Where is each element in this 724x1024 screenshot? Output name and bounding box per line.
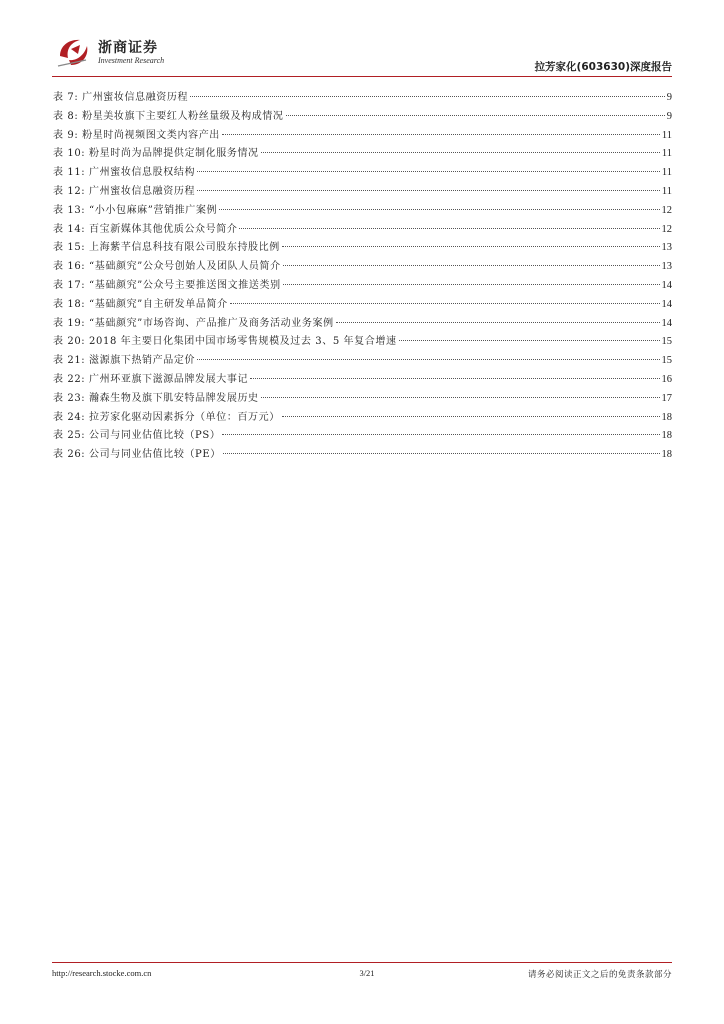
toc-entry-page[interactable]: 15 [661,336,672,348]
table-of-tables [53,89,672,465]
toc-entry-page[interactable]: 12 [661,223,672,235]
header-divider [52,76,672,77]
toc-entry-page[interactable]: 16 [661,373,672,385]
toc-entry-page[interactable]: 11 [661,129,672,141]
toc-entry-title[interactable]: 表 10: 粉星时尚为品牌提供定制化服务情况 [53,148,259,160]
toc-dot-leader [223,453,660,454]
toc-entry-page[interactable]: 15 [661,355,672,367]
toc-dot-leader [283,265,660,266]
toc-entry-title[interactable]: 表 13: “小小包麻麻”营销推广案例 [53,204,218,216]
toc-entry-title[interactable]: 表 7: 广州蜜妆信息融资历程 [53,92,189,103]
toc-dot-leader [261,397,660,398]
logo-chinese-name: 浙商证券 [98,40,158,56]
toc-entry-title[interactable]: 表 18: “基础颜究”自主研发单品简介 [53,298,228,310]
toc-dot-leader [222,134,660,135]
toc-entry-page[interactable]: 11 [661,148,672,160]
toc-entry-title[interactable]: 表 9: 粉星时尚视频图文类内容产出 [53,129,220,141]
toc-dot-leader [222,434,659,435]
toc-entry-title[interactable]: 表 26: 公司与同业估值比较（PE） [53,449,221,461]
toc-dot-leader [261,152,660,153]
toc-dot-leader [286,115,665,116]
toc-entry-page[interactable]: 18 [661,449,672,461]
footer-divider [52,962,672,963]
toc-dot-leader [197,171,660,172]
footer-disclaimer: 请务必阅读正文之后的免责条款部分 [527,970,672,980]
toc-entry[interactable] [53,127,672,146]
toc-entry-title[interactable]: 表 22: 广州环亚旗下滋源品牌发展大事记 [53,373,249,385]
toc-entry[interactable] [53,221,672,240]
toc-entry[interactable] [53,371,672,390]
toc-entry-title[interactable]: 表 11: 广州蜜妆信息股权结构 [53,167,196,179]
toc-entry-title[interactable]: 表 8: 粉星美妆旗下主要红人粉丝量级及构成情况 [53,110,284,122]
toc-entry-page[interactable]: 13 [661,242,672,254]
toc-entry[interactable] [53,390,672,409]
toc-entry-page[interactable]: 9 [666,92,672,103]
toc-entry-page[interactable]: 17 [661,392,672,404]
toc-entry[interactable] [53,108,672,127]
toc-dot-leader [219,209,659,210]
toc-entry-title[interactable]: 表 20: 2018 年主要日化集团中国市场零售规模及过去 3、5 年复合增速 [53,336,397,348]
toc-entry-title[interactable]: 表 25: 公司与同业估值比较（PS） [53,430,221,442]
toc-entry-title[interactable]: 表 12: 广州蜜妆信息融资历程 [53,185,196,197]
page-footer [52,968,672,982]
toc-dot-leader [190,96,665,97]
toc-entry-title[interactable]: 表 16: “基础颜究”公众号创始人及团队人员简介 [53,261,281,273]
toc-dot-leader [239,228,659,229]
toc-entry-page[interactable]: 11 [661,167,672,179]
toc-entry[interactable] [53,352,672,371]
toc-entry[interactable] [53,446,672,465]
toc-dot-leader [230,303,660,304]
page-header [52,34,672,76]
toc-dot-leader [282,416,660,417]
report-title: 拉芳家化(603630)深度报告 [534,61,672,73]
toc-entry[interactable] [53,239,672,258]
toc-entry[interactable] [53,315,672,334]
logo-emblem-icon [56,36,92,68]
toc-dot-leader [283,284,660,285]
toc-entry-title[interactable]: 表 24: 拉芳家化驱动因素拆分（单位：百万元） [53,411,280,423]
toc-entry-title[interactable]: 表 19: “基础颜究”市场咨询、产品推广及商务活动业务案例 [53,317,334,329]
toc-dot-leader [399,340,660,341]
toc-dot-leader [336,322,660,323]
footer-page-number: 3/21 [359,968,375,978]
toc-dot-leader [250,378,659,379]
toc-entry-title[interactable]: 表 21: 滋源旗下热销产品定价 [53,355,196,367]
toc-entry[interactable] [53,145,672,164]
toc-entry-page[interactable]: 12 [661,204,672,216]
toc-entry[interactable] [53,409,672,428]
toc-entry[interactable] [53,183,672,202]
toc-entry-title[interactable]: 表 17: “基础颜究”公众号主要推送图文推送类别 [53,279,281,291]
toc-entry[interactable] [53,164,672,183]
toc-entry-page[interactable]: 11 [661,185,672,197]
toc-entry[interactable] [53,427,672,446]
toc-entry[interactable] [53,296,672,315]
toc-entry-page[interactable]: 9 [666,110,672,122]
toc-entry[interactable] [53,277,672,296]
toc-dot-leader [197,190,660,191]
toc-entry-page[interactable]: 14 [661,298,672,310]
toc-dot-leader [197,359,659,360]
toc-entry-title[interactable]: 表 14: 百宝新媒体其他优质公众号简介 [53,223,238,235]
toc-entry[interactable] [53,89,672,108]
toc-entry-title[interactable]: 表 23: 瀚森生物及旗下肌安特品牌发展历史 [53,392,259,404]
logo-english-name: Investment Research [98,56,165,65]
toc-entry-page[interactable]: 18 [661,411,672,423]
toc-entry[interactable] [53,258,672,277]
toc-dot-leader [282,246,660,247]
toc-entry-title[interactable]: 表 15: 上海紫芊信息科技有限公司股东持股比例 [53,242,280,254]
toc-entry-page[interactable]: 14 [661,279,672,291]
toc-entry-page[interactable]: 14 [661,317,672,329]
toc-entry-page[interactable]: 13 [661,261,672,273]
toc-entry[interactable] [53,333,672,352]
toc-entry[interactable] [53,202,672,221]
footer-url-link[interactable]: http://research.stocke.com.cn [52,968,152,978]
toc-entry-page[interactable]: 18 [661,430,672,442]
